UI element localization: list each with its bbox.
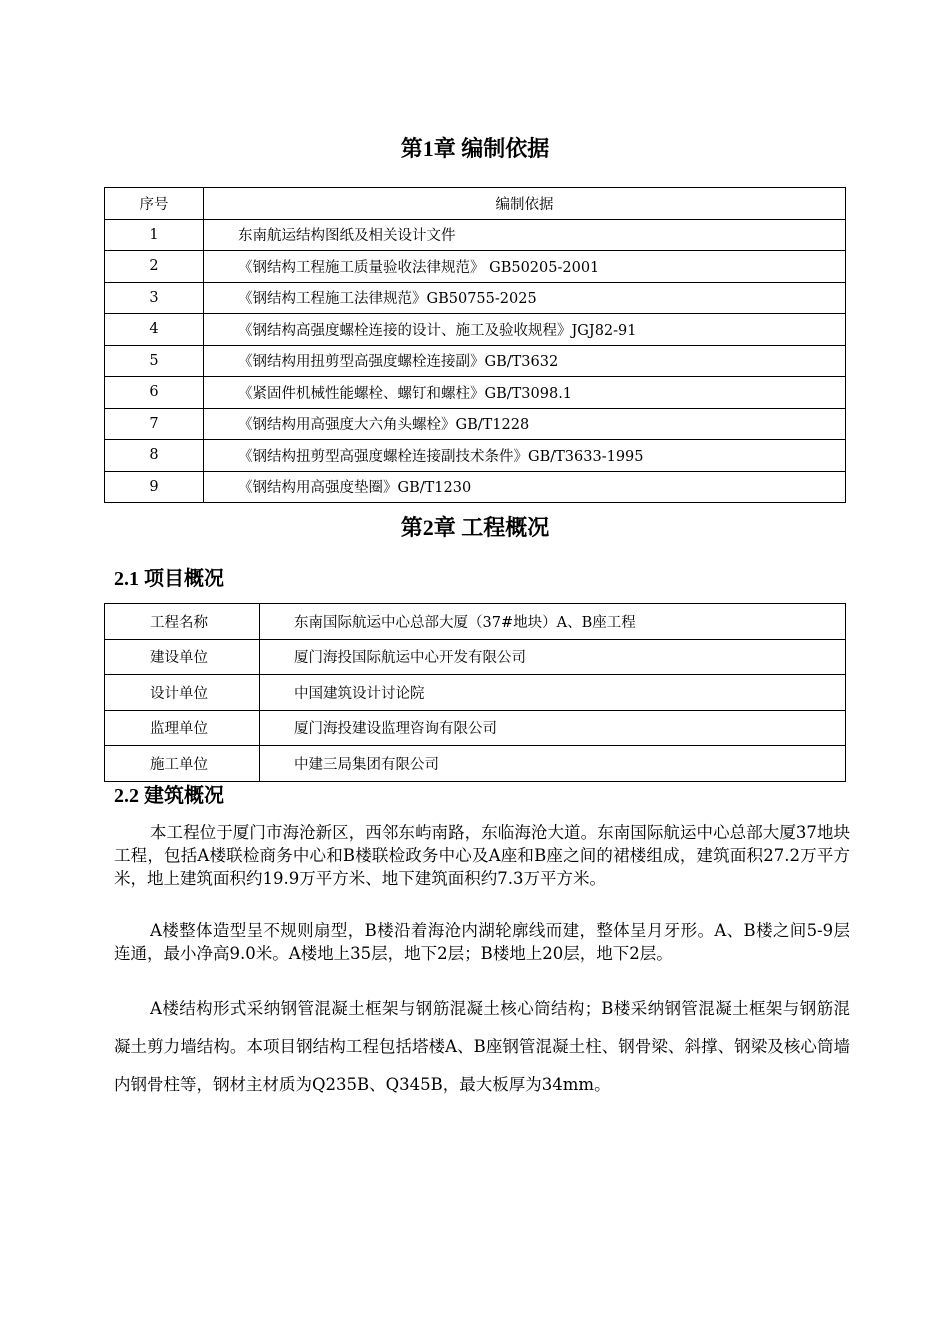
- table-row: [105, 251, 846, 283]
- paragraph-3: A楼结构形式采纳钢管混凝土框架与钢筋混凝土核心筒结构；B楼采纳钢管混凝土框架与钢筋混凝土剪力墙结构。本项目钢结构工程包括塔楼A、B座钢管混凝土柱、钢骨梁、斜撑、钢梁及核心筒墙内钢骨柱等，钢材主材质为Q235B、Q345B，最大板厚为34mm。: [114, 999, 850, 1094]
- row-basis: 《钢结构高强度螺栓连接的设计、施工及验收规程》JGJ82-91: [204, 314, 846, 346]
- row-basis: 《钢结构扭剪型高强度螺栓连接副技术条件》GB/T3633-1995: [204, 440, 846, 472]
- row-number: 8: [105, 440, 204, 472]
- table-row: [105, 377, 846, 409]
- field-value: 厦门海投建设监理咨询有限公司: [260, 710, 846, 746]
- row-number: 2: [105, 251, 204, 283]
- row-number: 7: [105, 408, 204, 440]
- header-basis: 编制依据: [204, 188, 846, 220]
- row-basis: 《钢结构用扭剪型高强度螺栓连接副》GB/T3632: [204, 345, 846, 377]
- header-no: 序号: [105, 188, 204, 220]
- project-info-table: [104, 603, 846, 782]
- row-basis: 《钢结构工程施工质量验收法律规范》 GB50205-2001: [204, 251, 846, 283]
- row-number: 4: [105, 314, 204, 346]
- chapter-1-title: 第1章 编制依据: [400, 136, 550, 161]
- section-2-2-title: 2.2 建筑概况: [114, 785, 224, 807]
- table-header-row: [105, 188, 846, 220]
- field-label: 施工单位: [105, 746, 260, 782]
- row-basis: 《钢结构用高强度大六角头螺栓》GB/T1228: [204, 408, 846, 440]
- table-row: [105, 314, 846, 346]
- row-basis: 东南航运结构图纸及相关设计文件: [204, 219, 846, 251]
- field-value: 中建三局集团有限公司: [260, 746, 846, 782]
- table-row: [105, 345, 846, 377]
- table-row: [105, 471, 846, 503]
- table-row: [105, 604, 846, 640]
- table-row: [105, 675, 846, 711]
- row-number: 9: [105, 471, 204, 503]
- row-number: 3: [105, 282, 204, 314]
- field-value: 中国建筑设计讨论院: [260, 675, 846, 711]
- row-number: 5: [105, 345, 204, 377]
- field-label: 设计单位: [105, 675, 260, 711]
- paragraph-2: A楼整体造型呈不规则扇型，B楼沿着海沧内湖轮廓线而建，整体呈月牙形。A、B楼之间5-9层连通，最小净高9.0米。A楼地上35层，地下2层；B楼地上20层，地下2层。: [114, 921, 850, 963]
- chapter-2-title: 第2章 工程概况: [400, 515, 550, 540]
- table-row: [105, 408, 846, 440]
- table-row: [105, 639, 846, 675]
- table-row: [105, 282, 846, 314]
- field-label: 监理单位: [105, 710, 260, 746]
- field-value: 东南国际航运中心总部大厦（37#地块）A、B座工程: [260, 604, 846, 640]
- row-basis: 《紧固件机械性能螺栓、螺钉和螺柱》GB/T3098.1: [204, 377, 846, 409]
- field-label: 工程名称: [105, 604, 260, 640]
- basis-table: [104, 187, 846, 503]
- field-label: 建设单位: [105, 639, 260, 675]
- field-value: 厦门海投国际航运中心开发有限公司: [260, 639, 846, 675]
- table-row: [105, 219, 846, 251]
- section-2-1-title: 2.1 项目概况: [114, 568, 224, 590]
- table-row: [105, 440, 846, 472]
- row-basis: 《钢结构工程施工法律规范》GB50755-2025: [204, 282, 846, 314]
- table-row: [105, 746, 846, 782]
- paragraph-1: 本工程位于厦门市海沧新区，西邻东屿南路，东临海沧大道。东南国际航运中心总部大厦37地块工程，包括A楼联检商务中心和B楼联检政务中心及A座和B座之间的裙楼组成，建筑面积27.2万平方米，地上建筑面积约19.9万平方米、地下建筑面积约7.3万平方米。: [114, 823, 850, 888]
- table-row: [105, 710, 846, 746]
- row-basis: 《钢结构用高强度垫圈》GB/T1230: [204, 471, 846, 503]
- row-number: 6: [105, 377, 204, 409]
- row-number: 1: [105, 219, 204, 251]
